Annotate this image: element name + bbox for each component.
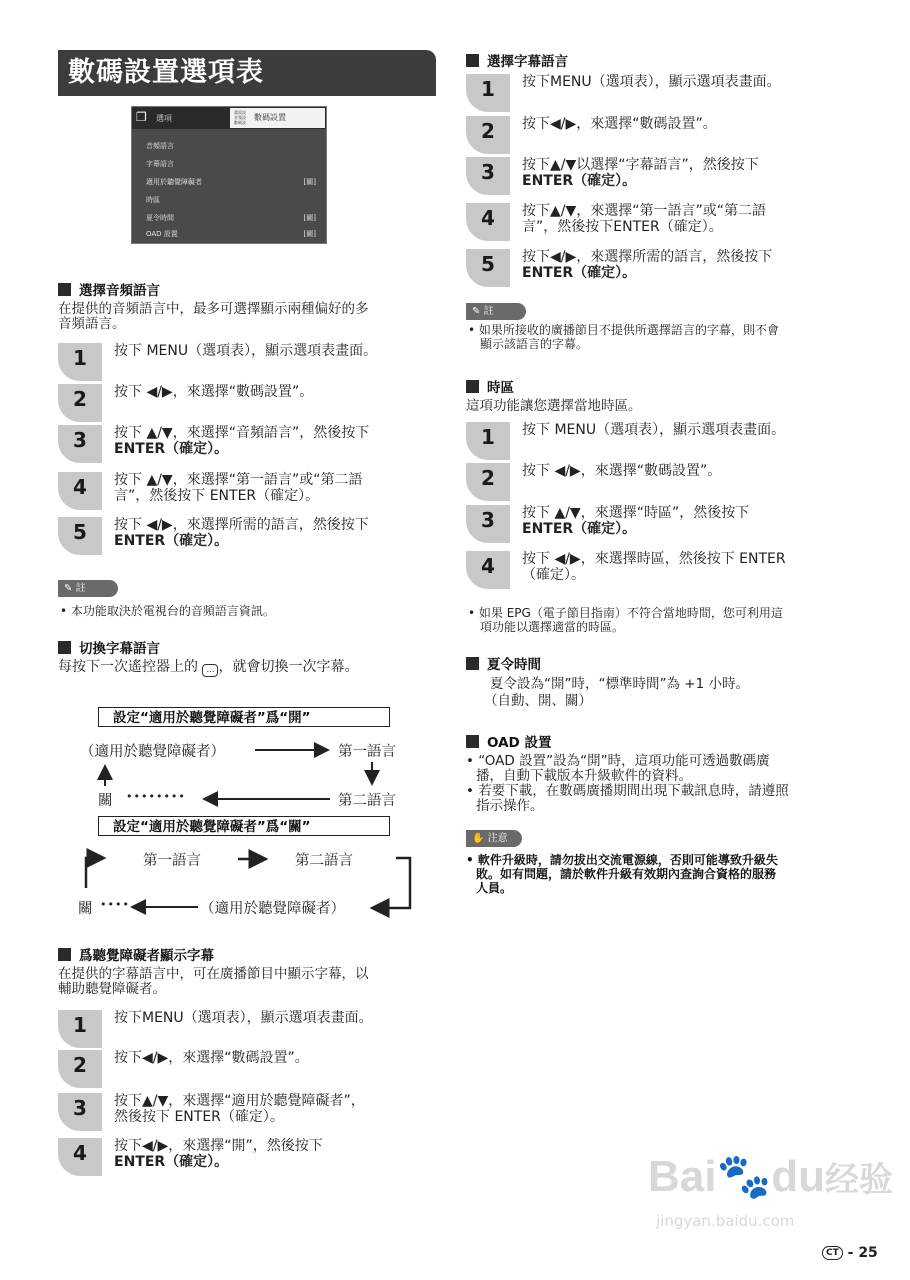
timezone-intro: 這項功能讓您選擇當地時區。 bbox=[466, 398, 642, 414]
timezone-step: 1 按下 MENU（選項表），顯示選項表畫面。 bbox=[466, 422, 846, 460]
audio-intro: 在提供的音頻語言中，最多可選擇顯示兩種偏好的多 音頻語言。 bbox=[58, 301, 369, 332]
hearing-step: 4 按下◀/▶，來選擇“開”，然後按下 ENTER（確定）。 bbox=[58, 1138, 448, 1176]
oad-bullets: • “OAD 設置”設為“開”時，這項功能可透過數碼廣 播，自動下載版本升級軟件的資料。 • 若要下載，在數碼廣播期間出現下載訊息時，請遵照 指示操作。 bbox=[466, 753, 789, 814]
diagram-dots: •••••••• bbox=[126, 790, 186, 803]
menu-row: 時區 bbox=[146, 196, 160, 204]
timezone-bullet: • 如果 EPG（電子節目指南）不符合當地時間，您可利用這 項功能以選擇適當的時區。 bbox=[468, 606, 783, 634]
audio-step: 2 按下 ◀/▶，來選擇“數碼設置”。 bbox=[58, 384, 448, 422]
diagram-off-label-2: 關 bbox=[78, 901, 93, 917]
page-title: 數碼設置選項表 bbox=[58, 50, 436, 96]
subtitle-step: 2 按下◀/▶，來選擇“數碼設置”。 bbox=[466, 116, 846, 154]
diagram-second-lang-2: 第二語言 bbox=[295, 853, 353, 869]
watermark-url: jingyan.baidu.com bbox=[656, 1212, 795, 1230]
diagram-dots-2: •••• bbox=[100, 898, 130, 911]
diagram-first-lang-2: 第一語言 bbox=[143, 853, 201, 869]
watermark-logo: Bai🐾du经验 bbox=[648, 1152, 894, 1201]
diagram-off-label: 關 bbox=[98, 793, 113, 809]
diagram-box-off: 設定“適用於聽覺障礙者”爲“關” bbox=[98, 816, 390, 836]
subtitle-step: 3 按下▲/▼以選擇“字幕語言”，然後按下 ENTER（確定）。 bbox=[466, 157, 846, 195]
hearing-step: 2 按下◀/▶，來選擇“數碼設置”。 bbox=[58, 1050, 448, 1088]
heading-square bbox=[466, 54, 479, 67]
heading-square bbox=[466, 735, 479, 748]
page-number: 25 bbox=[858, 1245, 878, 1261]
note-pill: ✎ 註 bbox=[466, 303, 526, 320]
caution-pill: ✋ 注意 bbox=[466, 830, 522, 847]
pencil-icon: ✎ bbox=[472, 306, 484, 317]
menu-tab-title: 數碼設置 bbox=[254, 113, 286, 122]
note-pill: ✎ 註 bbox=[58, 580, 118, 597]
subtitle-heading: 選擇字幕語言 bbox=[466, 50, 568, 70]
menu-row: 音頻語言 bbox=[146, 142, 174, 150]
timezone-heading: 時區 bbox=[466, 376, 514, 396]
lang-badge: CT bbox=[822, 1246, 843, 1260]
menu-row: 字幕語言 bbox=[146, 160, 174, 168]
pencil-icon: ✎ bbox=[64, 583, 76, 594]
menu-header: 選項 bbox=[156, 114, 172, 123]
hearing-intro: 在提供的字幕語言中，可在廣播節目中顯示字幕，以 輔助聽覺障礙者。 bbox=[58, 966, 369, 997]
hand-icon: ✋ bbox=[472, 833, 488, 844]
paw-icon: 🐾 bbox=[716, 1152, 772, 1201]
diagram-box-on: 設定“適用於聽覺障礙者”爲“開” bbox=[98, 707, 390, 727]
subtitle-step: 1 按下MENU（選項表），顯示選項表畫面。 bbox=[466, 74, 846, 112]
subtitle-step: 5 按下◀/▶，來選擇所需的語言，然後按下 ENTER（確定）。 bbox=[466, 249, 846, 287]
dst-heading: 夏令時間 bbox=[466, 653, 541, 673]
menu-row: 適用於聽覺障礙者 [關] bbox=[146, 178, 316, 186]
hearing-step: 3 按下▲/▼，來選擇“適用於聽覺障礙者”， 然後按下 ENTER（確定）。 bbox=[58, 1093, 448, 1131]
audio-step: 3 按下 ▲/▼，來選擇“音頻語言”，然後按下 ENTER（確定）。 bbox=[58, 425, 448, 463]
heading-square bbox=[466, 657, 479, 670]
timezone-step: 2 按下 ◀/▶，來選擇“數碼設置”。 bbox=[466, 463, 846, 501]
subtitle-note: • 如果所接收的廣播節目不提供所選擇語言的字幕，則不會 顯示該語言的字幕。 bbox=[468, 323, 779, 351]
diagram-hearing-label-2: （適用於聽覺障礙者） bbox=[200, 901, 345, 917]
audio-step: 4 按下 ▲/▼，來選擇“第一語言”或“第二語 言”，然後按下 ENTER（確定）。 bbox=[58, 472, 448, 510]
oad-heading: OAD 設置 bbox=[466, 731, 551, 751]
timezone-step: 3 按下 ▲/▼，來選擇“時區”，然後按下 ENTER（確定）。 bbox=[466, 505, 846, 543]
dst-text: 夏令設為“開”時，“標準時間”為 +1 小時。 （自動、開、關） bbox=[484, 676, 749, 709]
audio-note: • 本功能取決於電視台的音頻語言資訊。 bbox=[60, 604, 275, 618]
menu-book-icon: ❐ bbox=[136, 110, 147, 124]
arrow-loop-right bbox=[372, 858, 410, 908]
diagram-hearing-label: （適用於聽覺障礙者） bbox=[80, 744, 225, 760]
switch-sub-text: 每按下一次遙控器上的 … ，就會切換一次字幕。 bbox=[58, 659, 359, 675]
hearing-step: 1 按下MENU（選項表），顯示選項表畫面。 bbox=[58, 1010, 448, 1048]
diagram-second-lang: 第二語言 bbox=[338, 793, 396, 809]
audio-step: 5 按下 ◀/▶，來選擇所需的語言，然後按下 ENTER（確定）。 bbox=[58, 517, 448, 555]
audio-heading: 選擇音頻語言 bbox=[58, 279, 160, 299]
switch-sub-heading: 切換字幕語言 bbox=[58, 637, 160, 657]
menu-row: OAD 設置 [關] bbox=[146, 230, 316, 238]
heading-square bbox=[466, 380, 479, 393]
menu-tab-small: 畫面設 音頻設 數碼設 bbox=[234, 110, 246, 125]
hearing-heading: 爲聽覺障礙者顯示字幕 bbox=[58, 944, 214, 964]
diagram-first-lang: 第一語言 bbox=[338, 744, 396, 760]
timezone-step: 4 按下 ◀/▶，來選擇時區，然後按下 ENTER （確定）。 bbox=[466, 551, 846, 589]
page-footer: CT - 25 bbox=[822, 1245, 878, 1261]
oad-caution: • 軟件升級時，請勿拔出交流電源線，否則可能導致升級失 敗。如有問題，請於軟件升級有效期內查詢合資格的服務 人員。 bbox=[466, 853, 778, 895]
heading-square bbox=[58, 948, 71, 961]
audio-step: 1 按下 MENU（選項表），顯示選項表畫面。 bbox=[58, 343, 448, 381]
subtitle-step: 4 按下▲/▼，來選擇“第一語言”或“第二語 言”，然後按下ENTER（確定）。 bbox=[466, 203, 846, 241]
subtitle-button-icon: … bbox=[202, 664, 218, 677]
arrow-loop-left bbox=[86, 858, 104, 888]
menu-row: 夏令時間 [關] bbox=[146, 214, 316, 222]
